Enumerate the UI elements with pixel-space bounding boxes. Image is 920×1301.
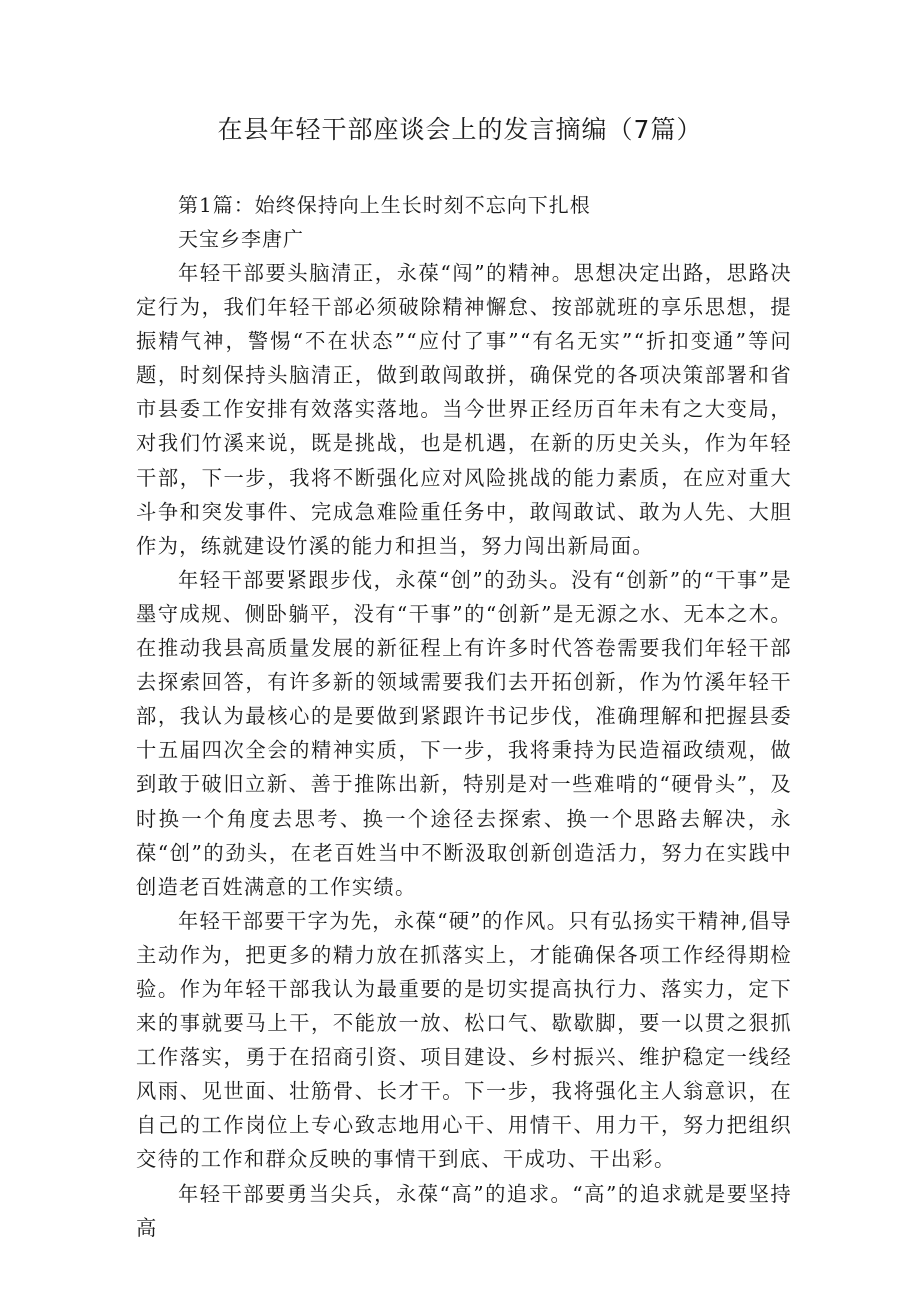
- author-line: 天宝乡李唐广: [178, 227, 304, 251]
- document-body: [136, 256, 792, 1245]
- paragraph: 年轻干部要头脑清正，永葆“闯”的精神。思想决定出路，思路决定行为，我们年轻干部必须破除精神懈怠、按部就班的享乐思想，提振精气神，警惕“不在状态”“应付了事”“有名无实”“折扣变通”等问题，时刻保持头脑清正，做到敢闯敢拼，确保党的各项决策部署和省市县委工作安排有效落实落地。当今世界正经历百年未有之大变局，对我们竹溪来说，既是挑战，也是机遇，在新的历史关头，作为年轻干部，下一步，我将不断强化应对风险挑战的能力素质，在应对重大斗争和突发事件、完成急难险重任务中，敢闯敢试、敢为人先、大胆作为，练就建设竹溪的能力和担当，努力闯出新局面。: [136, 261, 792, 558]
- document-title: 在县年轻干部座谈会上的发言摘编（7篇）: [217, 115, 703, 144]
- paragraph: 年轻干部要紧跟步伐，永葆“创”的劲头。没有“创新”的“干事”是墨守成规、侧卧躺平，没有“干事”的“创新”是无源之水、无本之木。在推动我县高质量发展的新征程上有许多时代答卷需要我们年轻干部去探索回答，有许多新的领域需要我们去开拓创新，作为竹溪年轻干部，我认为最核心的是要做到紧跟许书记步伐，准确理解和把握县委十五届四次全会的精神实质，下一步，我将秉持为民造福政绩观，做到敢于破旧立新、善于推陈出新，特别是对一些难啃的“硬骨头”，及时换一个角度去思考、换一个途径去探索、换一个思路去解决，永葆“创”的劲头，在老百姓当中不断汲取创新创造活力，努力在实践中创造老百姓满意的工作实绩。: [136, 567, 792, 899]
- paragraph: 年轻干部要干字为先，永葆“硬”的作风。只有弘扬实干精神,倡导主动作为，把更多的精力放在抓落实上，才能确保各项工作经得期检验。作为年轻干部我认为最重要的是切实提高执行力、落实力，定下来的事就要马上干，不能放一放、松口气、歇歇脚，要一以贯之狠抓工作落实，勇于在招商引资、项目建设、乡村振兴、维护稳定一线经风雨、见世面、壮筋骨、长才干。下一步，我将强化主人翁意识，在自己的工作岗位上专心致志地用心干、用情干、用力干，努力把组织交待的工作和群众反映的事情干到底、干成功、干出彩。: [136, 908, 792, 1172]
- paragraph: 年轻干部要勇当尖兵，永葆“高”的追求。“高”的追求就是要坚持高: [136, 1181, 792, 1240]
- section-heading: 第1篇：始终保持向上生长时刻不忘向下扎根: [178, 193, 591, 217]
